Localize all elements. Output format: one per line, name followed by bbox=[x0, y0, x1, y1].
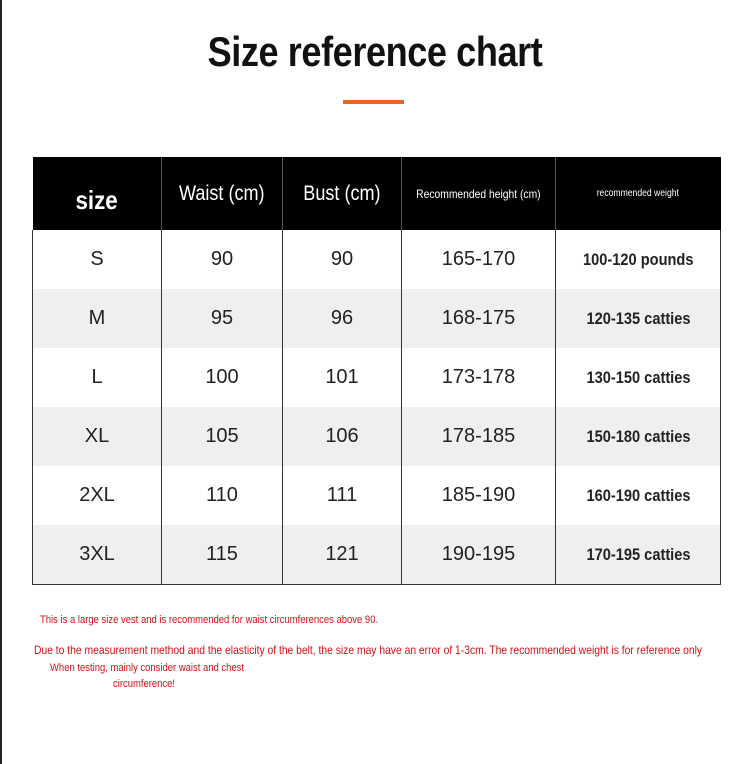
size-table bbox=[32, 157, 721, 585]
table-row bbox=[33, 525, 721, 585]
cell-bust: 101 bbox=[283, 348, 402, 407]
cell-size: S bbox=[33, 230, 162, 289]
cell-bust: 111 bbox=[283, 466, 402, 525]
left-border-line bbox=[0, 0, 2, 764]
page-title: Size reference chart bbox=[207, 28, 543, 75]
cell-height: 185-190 bbox=[402, 466, 556, 525]
cell-bust: 96 bbox=[283, 289, 402, 348]
cell-size: XL bbox=[33, 407, 162, 466]
cell-waist: 100 bbox=[162, 348, 283, 407]
table-row bbox=[33, 230, 721, 289]
cell-size: 2XL bbox=[33, 466, 162, 525]
cell-bust: 106 bbox=[283, 407, 402, 466]
cell-waist: 115 bbox=[162, 525, 283, 585]
header-waist: Waist (cm) bbox=[162, 157, 283, 230]
cell-weight: 120-135 catties bbox=[556, 289, 721, 348]
header-height: Recommended height (cm) bbox=[402, 157, 556, 230]
cell-waist: 90 bbox=[162, 230, 283, 289]
cell-height: 178-185 bbox=[402, 407, 556, 466]
cell-size: L bbox=[33, 348, 162, 407]
table-header-row bbox=[33, 157, 721, 230]
note-measurement-error: Due to the measurement method and the elasticity of the belt, the size may have an error of 1-3cm. The recommended weight is for reference only bbox=[34, 643, 703, 657]
cell-waist: 105 bbox=[162, 407, 283, 466]
cell-bust: 90 bbox=[283, 230, 402, 289]
cell-weight: 100-120 pounds bbox=[556, 230, 721, 289]
cell-size: M bbox=[33, 289, 162, 348]
table-row bbox=[33, 466, 721, 525]
header-weight: recommended weight bbox=[556, 157, 721, 230]
cell-waist: 95 bbox=[162, 289, 283, 348]
header-size: size bbox=[33, 157, 162, 230]
table-row bbox=[33, 289, 721, 348]
cell-size: 3XL bbox=[33, 525, 162, 585]
cell-weight: 170-195 catties bbox=[556, 525, 721, 585]
note-testing: When testing, mainly consider waist and chest bbox=[50, 662, 245, 674]
note-circumference: circumference! bbox=[113, 678, 176, 690]
cell-bust: 121 bbox=[283, 525, 402, 585]
cell-height: 173-178 bbox=[402, 348, 556, 407]
table-row bbox=[33, 407, 721, 466]
cell-height: 165-170 bbox=[402, 230, 556, 289]
cell-height: 168-175 bbox=[402, 289, 556, 348]
cell-weight: 160-190 catties bbox=[556, 466, 721, 525]
cell-height: 190-195 bbox=[402, 525, 556, 585]
title-underline-accent bbox=[343, 100, 404, 104]
cell-weight: 150-180 catties bbox=[556, 407, 721, 466]
cell-weight: 130-150 catties bbox=[556, 348, 721, 407]
header-bust: Bust (cm) bbox=[283, 157, 402, 230]
cell-waist: 110 bbox=[162, 466, 283, 525]
note-large-size: This is a large size vest and is recommended for waist circumferences above 90. bbox=[40, 614, 379, 626]
table-row bbox=[33, 348, 721, 407]
